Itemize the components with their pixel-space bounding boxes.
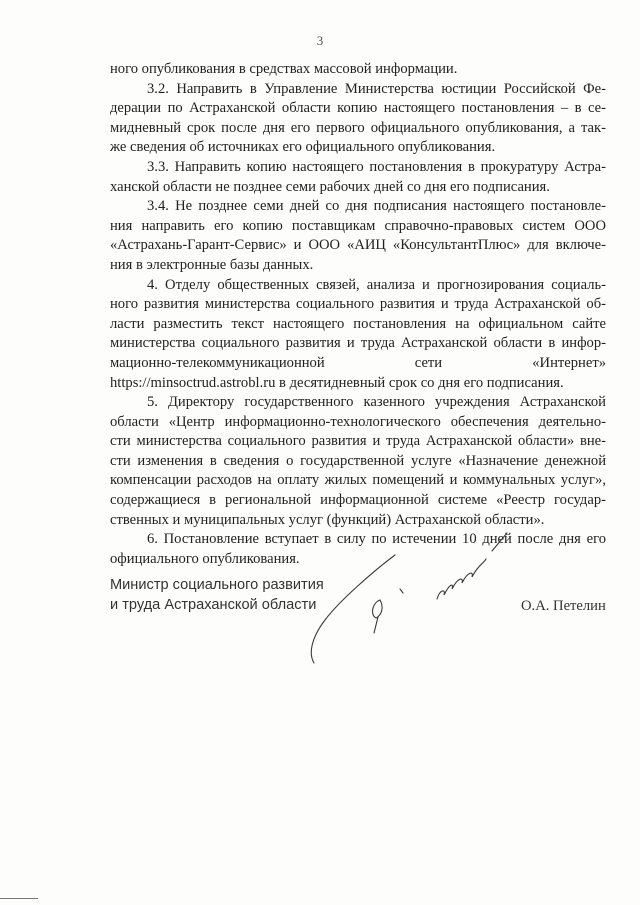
text-line: «Астрахань-Гарант-Сервис» и ООО «АИЦ «КонсультантПлюс» для включе-: [110, 237, 606, 254]
text-line: же сведения об источниках его официального опубликования.: [110, 139, 496, 156]
paragraph-3-2: [110, 80, 606, 158]
text-line: 5. Директору государственного казенного учреждения Астраханской: [147, 394, 606, 411]
scan-edge-mark: [0, 898, 38, 899]
signatory-name: О.А. Петелин: [521, 598, 606, 614]
signature-stroke: [492, 533, 507, 551]
page-number: 3: [316, 33, 324, 48]
text-line: https://minsoctrud.astrobl.ru в десятидневный срок со дня его подписания.: [110, 374, 564, 391]
paragraph-3-1-tail: [110, 60, 606, 80]
text-line: содержащиеся в региональной информационной системе «Реестр государ-: [110, 492, 606, 509]
text-line: официального опубликования.: [110, 550, 300, 567]
document-body: [110, 60, 606, 569]
text-line: 4. Отделу общественных связей, анализа и прогнозирования социаль-: [147, 276, 606, 293]
text-line: ханской области не позднее семи рабочих дней со дня его подписания.: [110, 178, 550, 195]
signature-stroke: [437, 559, 486, 599]
text-line: компенсации расходов на оплату жилых помещений и коммунальных услуг»,: [110, 472, 606, 489]
text-line: ного опубликования в средствах массовой информации.: [110, 61, 458, 77]
signatory-position-line: и труда Астраханской области: [110, 597, 317, 613]
text-line: 3.4. Не позднее семи дней со дня подписания настоящего постановле-: [147, 198, 606, 215]
text-line: сти изменения в сведения о государственной услуге «Назначение денежной: [110, 452, 606, 469]
signatory-position-line: Министр социального развития: [110, 577, 324, 593]
text-line: области «Центр информационно-технологического обеспечения деятельно-: [110, 413, 606, 430]
text-line: ласти разместить текст настоящего постановления на официальном сайте: [110, 315, 606, 332]
text-line: министерства социального развития и труда Астраханской области в инфор-: [110, 335, 606, 352]
paragraph-4: [110, 276, 606, 394]
text-line: 3.2. Направить в Управление Министерства юстиции Российской Фе-: [147, 80, 606, 97]
handwritten-signature: [300, 515, 520, 675]
text-line: ния направить его копию поставщикам справочно-правовых систем ООО: [110, 217, 606, 234]
paragraph-3-3: [110, 158, 606, 197]
signature-stroke: [373, 600, 383, 633]
text-line: 6. Постановление вступает в силу по истечении 10 дней после дня его: [147, 531, 606, 548]
signatory-position: [110, 575, 324, 615]
text-line: ния в электронные базы данных.: [110, 256, 314, 273]
text-line: сти министерства социального развития и труда Астраханской области» вне-: [110, 433, 606, 450]
text-line: ственных и муниципальных услуг (функций) Астраханской области».: [110, 511, 545, 528]
text-line: ного развития министерства социального развития и труда Астраханской об-: [110, 296, 606, 313]
paragraph-5: [110, 393, 606, 530]
text-line: дерации по Астраханской области копию настоящего постановления – в се-: [110, 100, 606, 117]
text-line: мационно-телекоммуникационной сети «Интернет»: [110, 354, 606, 371]
paragraph-3-4: [110, 197, 606, 275]
signature-stroke: [400, 589, 403, 593]
text-line: мидневный срок после дня его первого официального опубликования, а так-: [110, 119, 606, 136]
text-line: 3.3. Направить копию настоящего постановления в прокуратуру Астра-: [147, 158, 606, 175]
